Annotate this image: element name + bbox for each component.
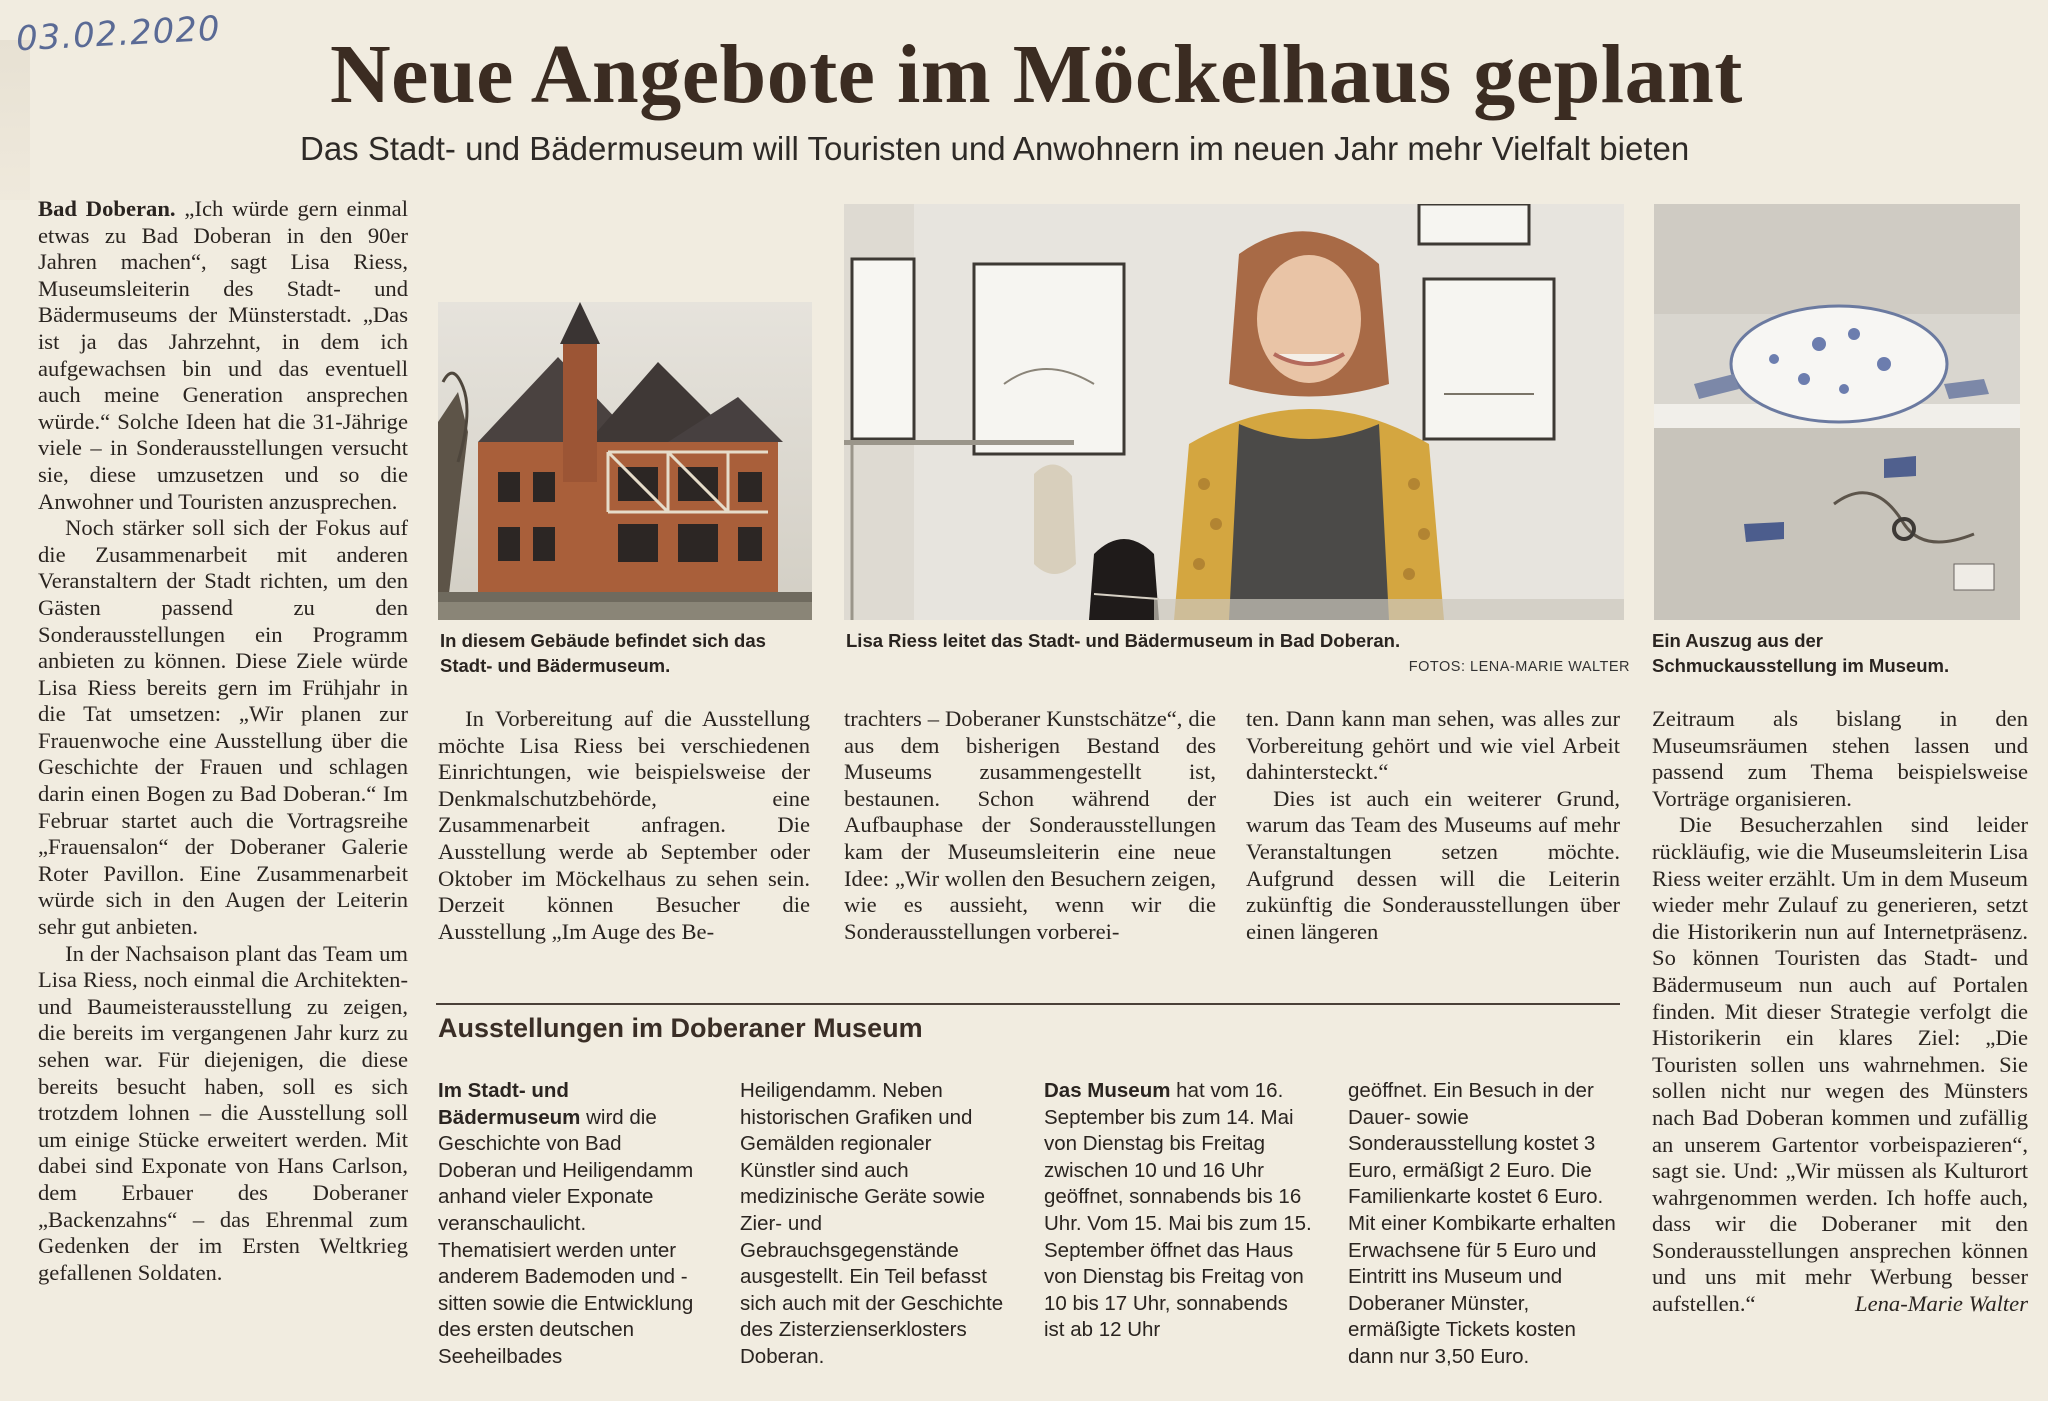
article-headline: Neue Angebote im Möckelhaus geplant (330, 28, 1743, 121)
infobox-lead: Im Stadt- und Bädermuseum (438, 1079, 581, 1129)
caption-jewelry: Ein Auszug aus der Schmuckausstellung im Museum. (1652, 630, 1950, 676)
infobox-column-4 (1348, 1078, 1624, 1371)
article-paragraph: In Vorbereitung auf die Ausstellung möchte Lisa Riess bei verschiedenen Einrichtungen, wie beispielsweise der Denkmalschutzbehörde, eine Zusammenarbeit anfragen. Die Ausstellung werde ab September oder Oktober im Möckelhaus zu sehen sein. Derzeit können Besucher die Ausstellung „Im Auge des Be- (438, 706, 810, 944)
article-subheadline: Das Stadt- und Bädermuseum will Touristen und Anwohnern im neuen Jahr mehr Vielfalt bieten (300, 130, 1690, 167)
article-paragraph: Noch stärker soll sich der Fokus auf die Zusammenarbeit mit anderen Veranstaltern der Stadt richten, um den Gästen passend zu den Sonderausstellungen ein Programm anbieten zu können. Diese Ziele würde Lisa Riess bereits gern im Frühjahr in die Tat umsetzen: „Wir planen zur Frauenwoche eine Ausstellung über die Geschichte der Frauen und schlagen darin einen Bogen zu Bad Doberan.“ Im Februar startet auch die Vortragsreihe „Frauensalon“ der Doberaner Galerie Roter Pavillon. Eine Zusammenarbeit würde sich in den Augen der Leiterin sehr gut anbieten. (38, 515, 408, 940)
article-paragraph: Dies ist auch ein weiterer Grund, warum das Team des Museums auf mehr Veranstaltungen setzen möchte. Aufgrund dessen will die Leiterin zukünftig die Sonderausstellungen über einen längeren (1246, 785, 1620, 944)
infobox-rule (436, 1003, 1620, 1005)
article-paragraph: Zeitraum als bislang in den Museumsräumen stehen lassen und passend zum Thema beispielsweise Vorträge organisieren. (1652, 706, 2028, 811)
infobox-title: Ausstellungen im Doberaner Museum (438, 1013, 923, 1043)
author-signature: Lena-Marie Walter (1855, 1291, 2028, 1317)
paragraph-text: Die Besucherzahlen sind leider rückläufig, wie die Museumsleiterin Lisa Riess weiter erzählt. Um in dem Museum wieder mehr Zulauf zu generieren, setzt die Historikerin nun auf Internetpräsenz. So können Touristen das Stadt- und Bädermuseum nun auch auf Portalen finden. Mit dieser Strategie verfolgt die Historikerin ein klares Ziel: „Die Touristen sollen uns wahrnehmen. Sie sollen nicht nur wegen des Münsters nach Bad Doberan kommen und zufällig an unserem Gartentor vorbeispazieren“, sagt sie. Und: „Wir müssen als Kulturort wahrgenommen werden. Ich hoffe auch, dass wir die Doberaner mit den Sonderausstellungen ansprechen können und uns mit mehr Werbung besser aufstellen.“ (1652, 812, 2028, 1317)
photo-jewelry-display (1654, 204, 2020, 620)
article-paragraph (38, 196, 408, 515)
infobox-text: wird die Geschichte von Bad Doberan und Heiligendamm anhand vieler Exponate veranschaulicht. Thematisiert werden unter anderem Bademoden und -sitten sowie die Entwicklung des ersten deutschen Seeheilbades (438, 1105, 694, 1368)
photo-museum-building (438, 302, 812, 620)
article-column-2 (438, 706, 810, 945)
infobox-lead: Das Museum (1044, 1079, 1171, 1102)
article-column-5 (1652, 706, 2028, 1318)
article-paragraph: ten. Dann kann man sehen, was alles zur Vorbereitung gehört und wie viel Arbeit dahintersteckt.“ (1246, 706, 1620, 785)
caption-portrait: Lisa Riess leitet das Stadt- und Bädermuseum in Bad Doberan. (846, 630, 1401, 651)
photo-lisa-riess (844, 204, 1624, 620)
article-column-3 (844, 706, 1216, 945)
infobox-text: Heiligendamm. Neben historischen Grafiken und Gemälden regionaler Künstler sind auch medizinische Geräte sowie Zier- und Gebrauchsgegenstände ausgestellt. Ein Teil befasst sich auch mit der Geschichte des Zisterzienserklosters Doberan. (740, 1079, 1004, 1368)
handwritten-date: 03.02.2020 (15, 8, 222, 60)
photo-credit: FOTOS: LENA-MARIE WALTER (1408, 659, 1630, 675)
caption-building: In diesem Gebäude befindet sich das Stadt- und Bädermuseum. (440, 630, 766, 676)
jewelry-illustration (1654, 204, 2020, 620)
dateline: Bad Doberan. (38, 196, 176, 221)
article-paragraph: trachters – Doberaner Kunstschätze“, die aus dem bisherigen Bestand des Museums zusammengestellt ist, bestaunen. Schon während der Aufbauphase der Sonderausstellungen kam der Museumsleiterin eine neue Idee: „Wir wollen den Besuchern zeigen, wie es aussieht, wenn wir die Sonderausstellungen vorberei- (844, 706, 1216, 944)
article-column-1 (38, 196, 408, 1286)
portrait-illustration (844, 204, 1624, 620)
infobox-column-3 (1044, 1078, 1314, 1344)
building-illustration (438, 302, 812, 620)
paragraph-text: „Ich würde gern einmal etwas zu Bad Doberan in den 90er Jahren machen“, sagt Lisa Riess, Museumsleiterin des Stadt- und Bädermuseums der Münsterstadt. „Das ist ja das Jahrzehnt, in dem ich aufgewachsen bin und das eventuell auch meine Generation ansprechen würde.“ Solche Ideen hat die 31-Jährige viele – in Sonderausstellungen versucht sie, diese umzusetzen und so die Anwohner und Touristen anzusprechen. (38, 196, 408, 514)
infobox-text: hat vom 16. September bis zum 14. Mai von Dienstag bis Freitag zwischen 10 und 16 Uhr geöffnet, sonnabends bis 16 Uhr. Vom 15. Mai bis zum 15. September öffnet das Haus von Dienstag bis Freitag von 10 bis 17 Uhr, sonnabends ist ab 12 Uhr (1044, 1079, 1312, 1342)
infobox-column-2 (740, 1078, 1010, 1371)
article-paragraph: In der Nachsaison plant das Team um Lisa Riess, noch einmal die Architekten- und Baumeisterausstellung zu zeigen, die bereits im vergangenen Jahr kurz zu sehen war. Für diejenigen, die diese bereits besucht haben, soll es sich trotzdem lohnen – die Ausstellung soll um einige Stücke erweitert werden. Mit dabei sind Exponate von Hans Carlson, dem Erbauer des Doberaner „Backenzahns“ – das Ehrenmal zum Gedenken der im Ersten Weltkrieg gefallenen Soldaten. (38, 940, 408, 1285)
infobox-column-1 (438, 1078, 698, 1371)
infobox-text: geöffnet. Ein Besuch in der Dauer- sowie Sonderausstellung kostet 3 Euro, ermäßigt 2 Euro. Die Familienkarte kostet 6 Euro. Mit einer Kombikarte erhalten Erwachsene für 5 Euro und Eintritt ins Museum und Doberaner Münster, ermäßigte Tickets kosten dann nur 3,50 Euro. (1348, 1079, 1616, 1368)
adjacent-column-edge (0, 40, 30, 200)
article-column-4 (1246, 706, 1620, 945)
article-paragraph (1652, 812, 2028, 1317)
